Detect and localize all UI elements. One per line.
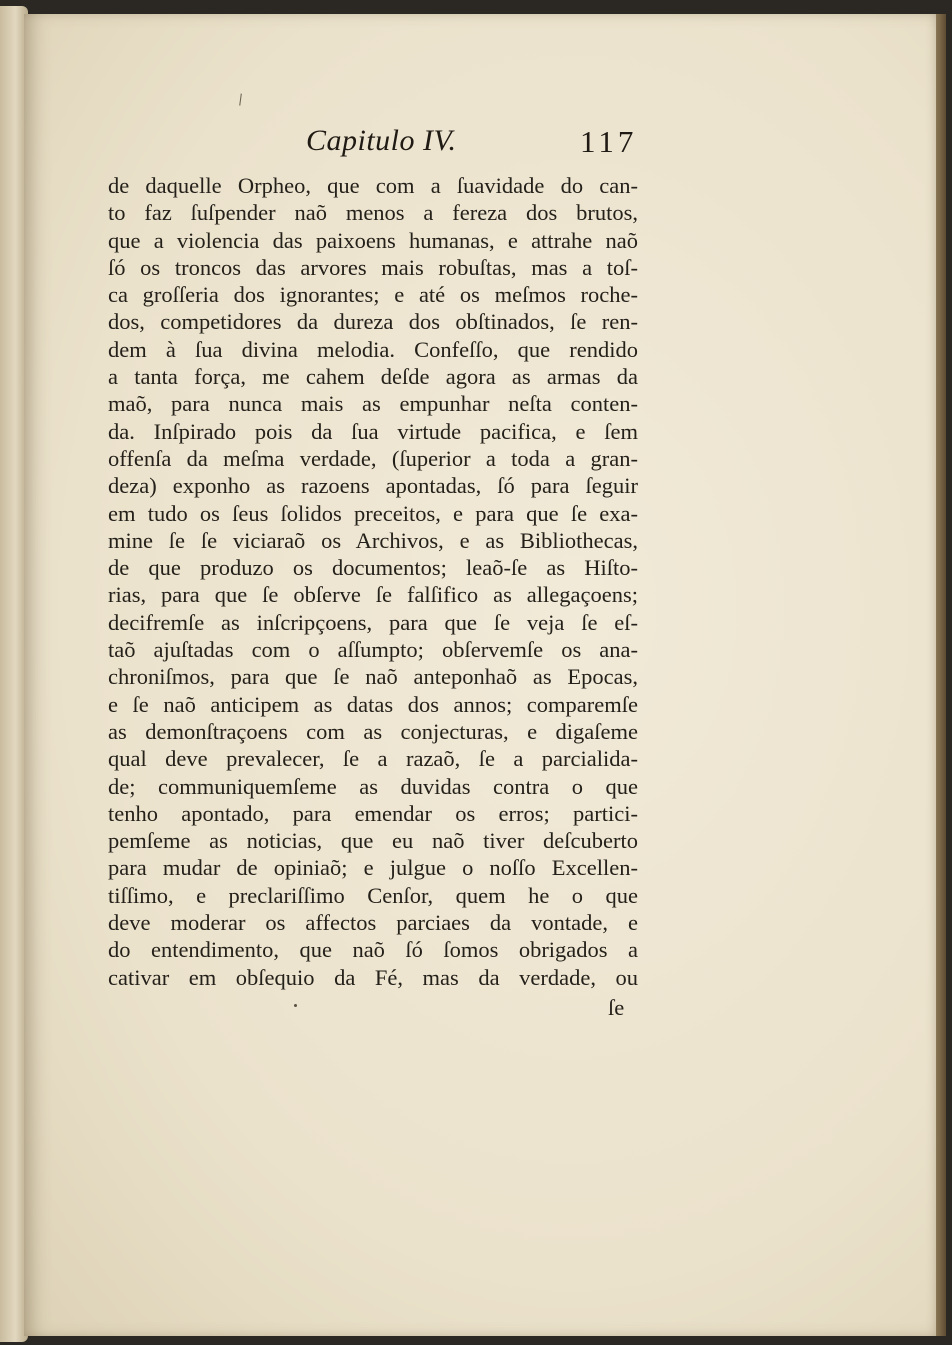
text-line: offenſa da meſma verdade, (ſuperior a toda a gran- bbox=[108, 445, 638, 471]
text-line: que a violencia das paixoens humanas, e attrahe naõ bbox=[108, 227, 638, 253]
text-line: deza) exponho as razoens apontadas, ſó para ſeguir bbox=[108, 473, 638, 499]
page-edge-shadow bbox=[936, 14, 946, 1336]
text-line: maõ, para nunca mais as empunhar neſta conten- bbox=[108, 391, 638, 417]
text-line: deve moderar os affectos parciaes da vontade, e bbox=[108, 910, 638, 936]
text-line: dos, competidores da dureza dos obſtinados, ſe ren- bbox=[108, 309, 638, 335]
page-number: 117 bbox=[580, 124, 638, 159]
stray-mark: \ bbox=[234, 91, 246, 109]
text-line: to faz ſuſpender naõ menos a fereza dos brutos, bbox=[108, 200, 638, 226]
body-text bbox=[108, 172, 638, 991]
text-line: cativar em obſequio da Fé, mas da verdade, ou bbox=[108, 964, 638, 990]
text-line: rias, para que ſe obſerve ſe falſifico as allegaçoens; bbox=[108, 582, 638, 608]
text-line: decifremſe as inſcripçoens, para que ſe veja ſe eſ- bbox=[108, 609, 638, 635]
running-title: Capitulo IV. bbox=[306, 124, 457, 157]
text-line: chroniſmos, para que ſe naõ anteponhaõ as Epocas, bbox=[108, 664, 638, 690]
text-line: tenho apontado, para emendar os erros; partici- bbox=[108, 800, 638, 826]
text-line: taõ ajuſtadas com o aſſumpto; obſervemſe os ana- bbox=[108, 637, 638, 663]
text-line: a tanta força, me cahem deſde agora as armas da bbox=[108, 364, 638, 390]
text-line: de que produzo os documentos; leaõ-ſe as Hiſto- bbox=[108, 555, 638, 581]
catchword: ſe bbox=[608, 995, 625, 1020]
text-line: de daquelle Orpheo, que com a ſuavidade do can- bbox=[108, 173, 638, 198]
text-line: mine ſe ſe viciaraõ os Archivos, e as Bibliothecas, bbox=[108, 527, 638, 553]
text-line: do entendimento, que naõ ſó ſomos obrigados a bbox=[108, 937, 638, 963]
text-line: pemſeme as noticias, que eu naõ tiver deſcuberto bbox=[108, 828, 638, 854]
text-line: ca groſſeria dos ignorantes; e até os meſmos roche- bbox=[108, 282, 638, 308]
text-line: da. Inſpirado pois da ſua virtude pacifica, e ſem bbox=[108, 418, 638, 444]
text-line: as demonſtraçoens com as conjecturas, e digaſeme bbox=[108, 718, 638, 744]
text-line: tiſſimo, e preclariſſimo Cenſor, quem he o que bbox=[108, 882, 638, 908]
running-head bbox=[0, 124, 952, 164]
text-line: para mudar de opiniaõ; e julgue o noſſo Excellen- bbox=[108, 855, 638, 881]
text-line: dem à ſua divina melodia. Confeſſo, que rendido bbox=[108, 336, 638, 362]
text-line: em tudo os ſeus ſolidos preceitos, e para que ſe exa- bbox=[108, 500, 638, 526]
text-line: e ſe naõ anticipem as datas dos annos; comparemſe bbox=[108, 691, 638, 717]
text-line: de; communiquemſeme as duvidas contra o que bbox=[108, 773, 638, 799]
ink-speck bbox=[294, 1004, 297, 1007]
text-line: qual deve prevalecer, ſe a razaõ, ſe a parcialida- bbox=[108, 746, 638, 772]
text-line: ſó os troncos das arvores mais robuſtas, mas a toſ- bbox=[108, 254, 638, 280]
